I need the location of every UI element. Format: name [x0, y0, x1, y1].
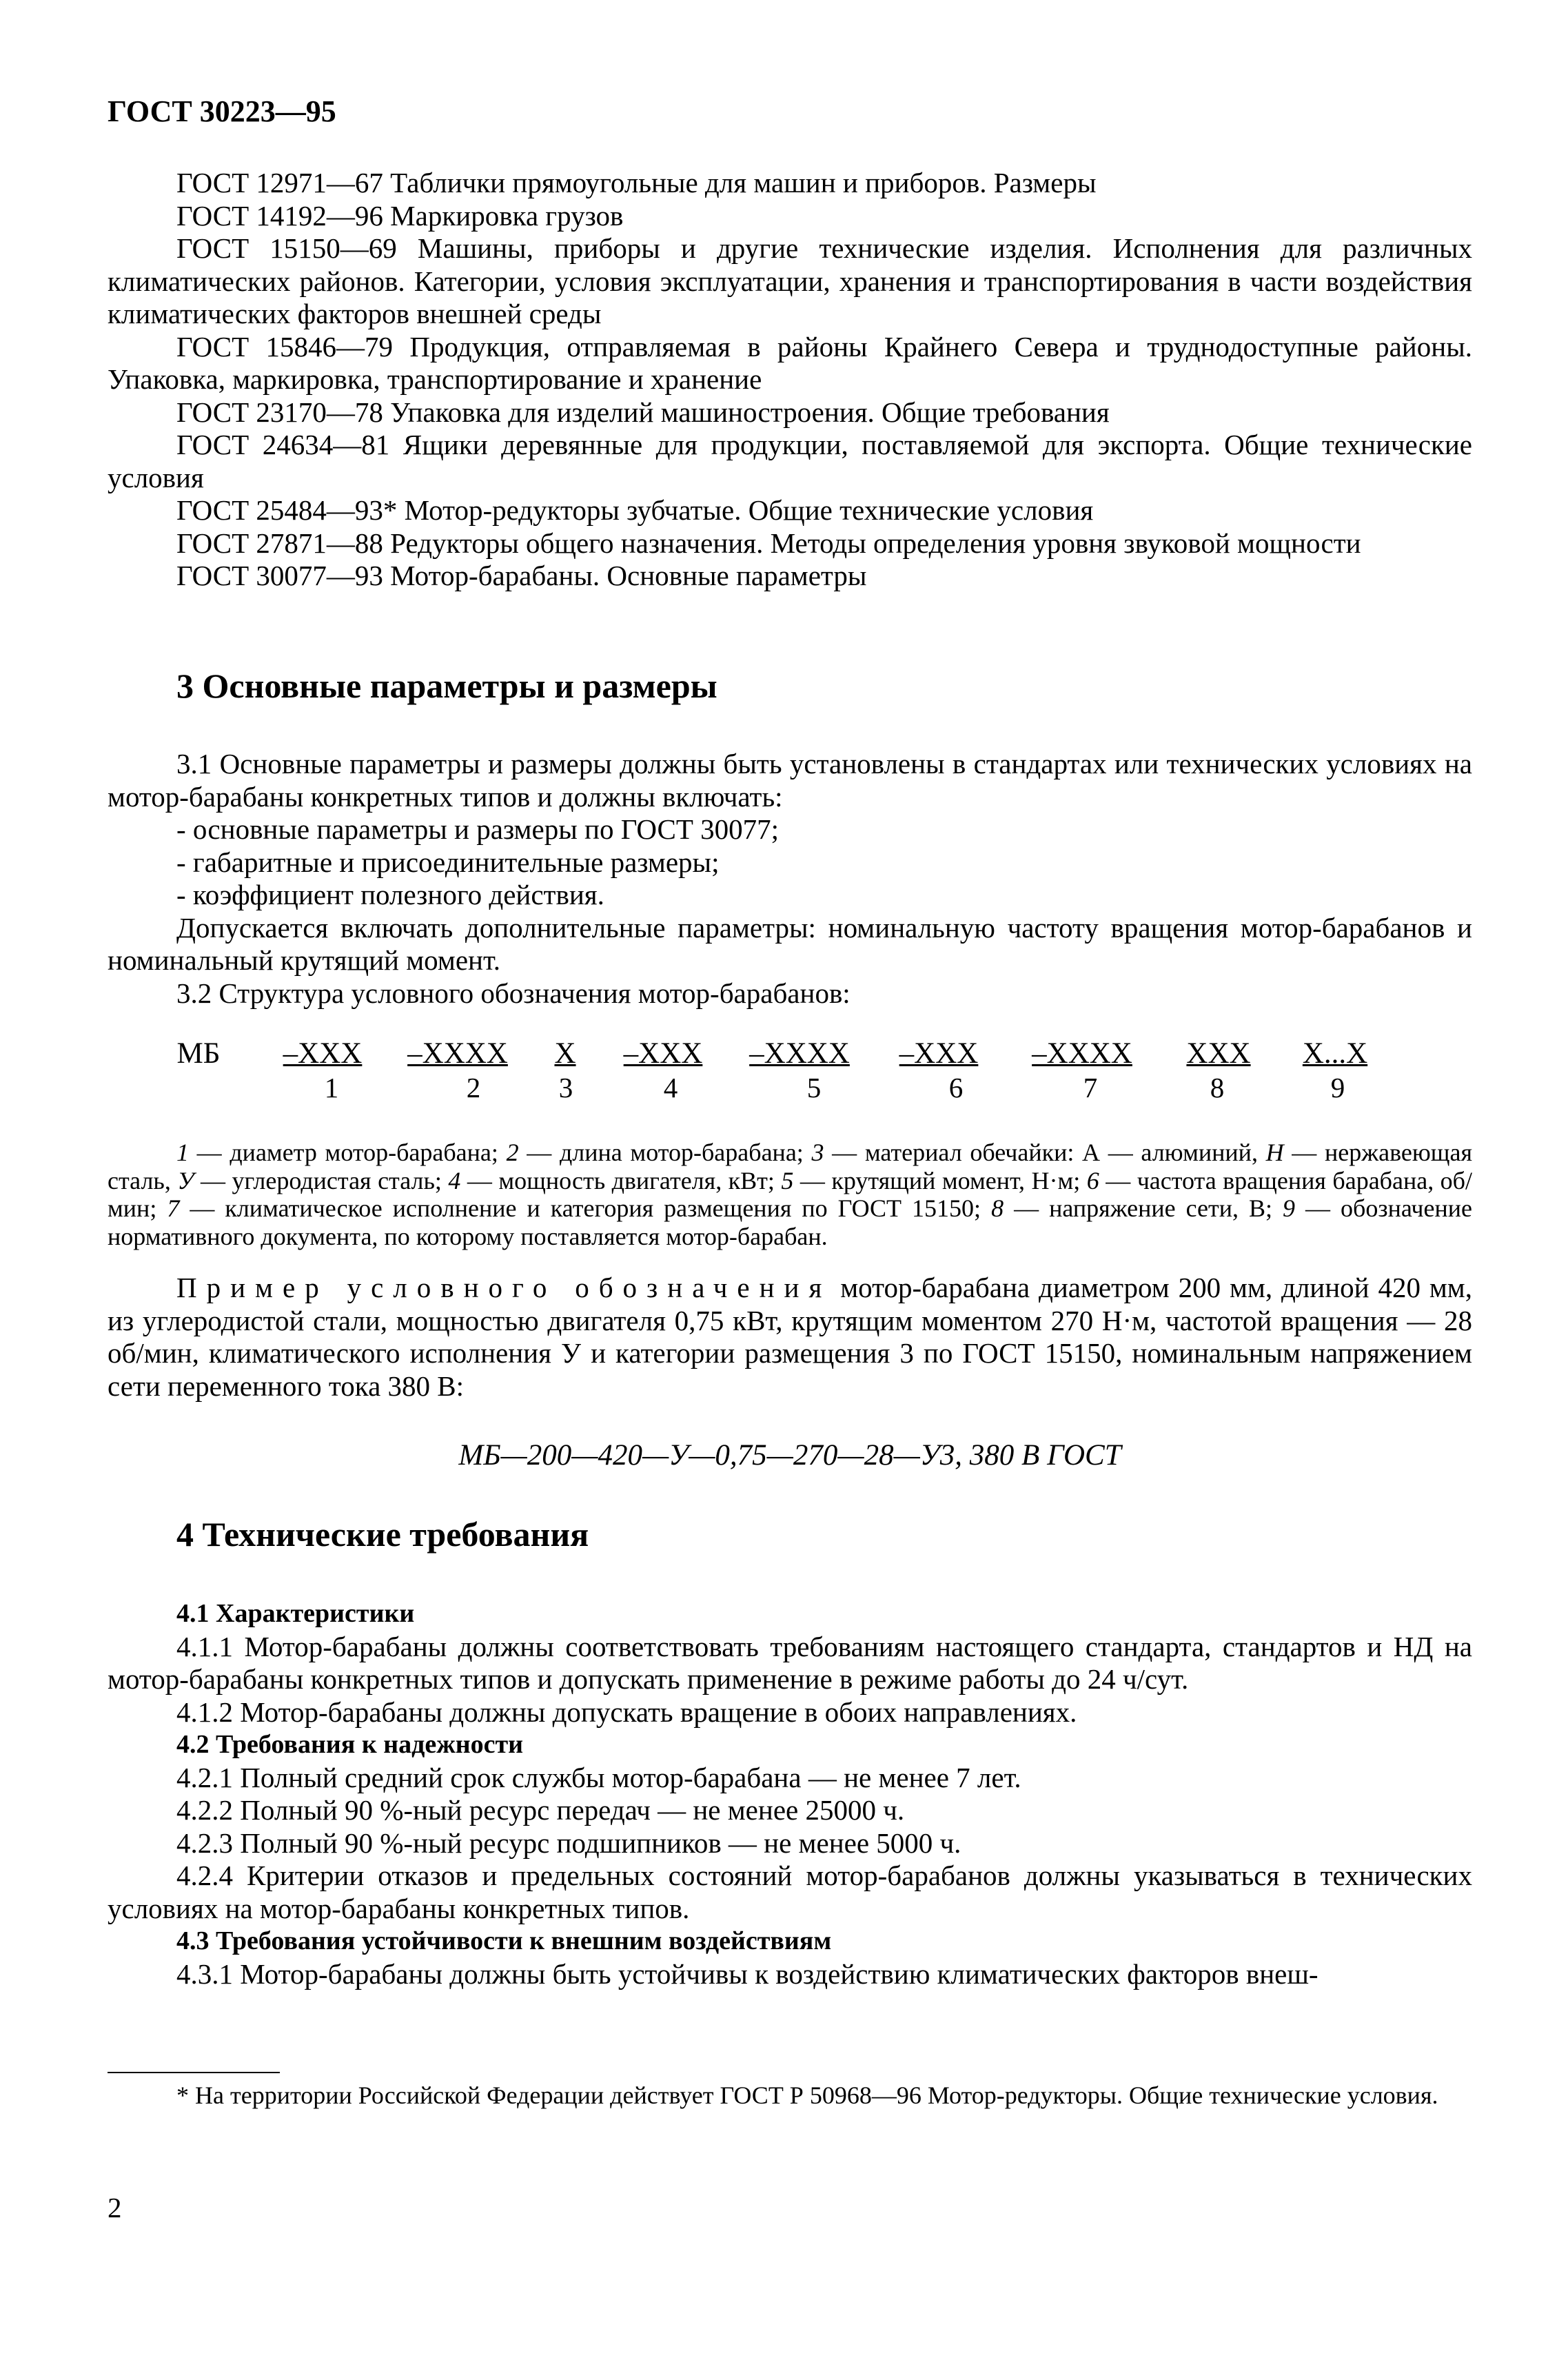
- legend-text: — материал обечайки: А — алюминий,: [824, 1139, 1266, 1166]
- section-4-heading: 4 Технические требования: [176, 1515, 589, 1554]
- reference-item: ГОСТ 12971—67 Таблички прямоугольные для машин и приборов. Размеры: [176, 167, 1097, 198]
- formula-part: XXX: [1186, 1037, 1251, 1070]
- section-4-body: [108, 1598, 1472, 1991]
- example-lead: Пример условного обозначения: [176, 1272, 832, 1303]
- legend-text: — углеродистая сталь;: [194, 1166, 449, 1194]
- reference-item: ГОСТ 30077—93 Мотор-барабаны. Основные параметры: [176, 560, 867, 591]
- designation-structure: [0, 1037, 1568, 1120]
- formula-number: 3: [558, 1072, 573, 1103]
- legend-key: 7: [167, 1194, 180, 1222]
- formula-number: 9: [1330, 1072, 1345, 1103]
- legend-text: — длина мотор-барабана;: [518, 1139, 812, 1166]
- formula-part: –XXX: [283, 1037, 363, 1070]
- reference-item: ГОСТ 27871—88 Редукторы общего назначения. Методы определения уровня звуковой мощности: [176, 527, 1361, 559]
- formula-prefix: МБ: [176, 1037, 221, 1070]
- reference-item: ГОСТ 15150—69 Машины, приборы и другие технические изделия. Исполнения для различных климатических районов. Категории, условия эксплуатации, хранения и транспортирования в части воздействия климатических факторов внешней среды: [108, 232, 1472, 329]
- paragraph: 4.3.1 Мотор-барабаны должны быть устойчивы к воздействию климатических факторов внеш-: [176, 1957, 1318, 1990]
- legend-key: 4: [448, 1166, 461, 1194]
- paragraph: 4.1.1 Мотор-барабаны должны соответствовать требованиям настоящего стандарта, стандартов и НД на мотор-барабаны конкретных типов и допускать применение в режиме работы до 24 ч/сут.: [108, 1630, 1472, 1695]
- reference-item: ГОСТ 23170—78 Упаковка для изделий машиностроения. Общие требования: [176, 396, 1110, 428]
- paragraph-extra: Допускается включать дополнительные параметры: номинальную частоту вращения мотор-барабанов и номинальный крутящий момент.: [108, 911, 1472, 976]
- subheading-4-3: 4.3 Требования устойчивости к внешним воздействиям: [176, 1926, 832, 1955]
- formula-part: –XXXX: [749, 1037, 850, 1070]
- formula-part: –XXX: [623, 1037, 703, 1070]
- subheading-4-2: 4.2 Требования к надежности: [176, 1730, 524, 1759]
- paragraph: 4.2.3 Полный 90 %-ный ресурс подшипников — не менее 5000 ч.: [176, 1826, 961, 1859]
- example-text: мотор-барабана диаметром 200 мм, длиной 420 мм, из углеродистой стали, мощностью двигателя 0,75 кВт, крутящим моментом 270 Н·м, частотой вращения — 28 об/мин, климатического исполнения У и категории размещения 3 по ГОСТ 15150, номинальным напряжением сети переменного тока 380 В:: [108, 1272, 1473, 1402]
- example-designation: МБ—200—420—У—0,75—270—28—У3, 380 В ГОСТ: [458, 1439, 1121, 1472]
- legend-key: 2: [506, 1139, 519, 1166]
- legend-text: — частота вращения барабана, об/мин;: [108, 1166, 1472, 1222]
- paragraph-3-2: 3.2 Структура условного обозначения мотор-барабанов:: [176, 977, 851, 1009]
- references-list: [108, 167, 1472, 593]
- legend-text: — нержавеющая сталь,: [108, 1139, 1473, 1194]
- reference-item: ГОСТ 24634—81 Ящики деревянные для продукции, поставляемой для экспорта. Общие технические условия: [108, 429, 1472, 493]
- formula-number: 8: [1210, 1072, 1225, 1103]
- legend-key: У: [177, 1166, 194, 1194]
- document-header: ГОСТ 30223—95: [108, 94, 336, 128]
- footnote-text: * На территории Российской Федерации действует ГОСТ Р 50968—96 Мотор-редукторы. Общие технические условия.: [176, 2081, 1438, 2109]
- designation-legend: [108, 1139, 1472, 1250]
- subheading-4-1: 4.1 Характеристики: [176, 1599, 415, 1628]
- paragraph-3-1: 3.1 Основные параметры и размеры должны быть установлены в стандартах или технических условиях на мотор-барабаны конкретных типов и должны включать:: [108, 748, 1472, 813]
- legend-key: 9: [1283, 1194, 1296, 1222]
- formula-number: 7: [1083, 1072, 1098, 1103]
- formula-part: –XXXX: [407, 1037, 508, 1070]
- list-item: - габаритные и присоединительные размеры;: [176, 846, 720, 878]
- legend-text: — диаметр мотор-барабана;: [189, 1139, 507, 1166]
- reference-item: ГОСТ 15846—79 Продукция, отправляемая в районы Крайнего Севера и труднодоступные районы. Упаковка, маркировка, транспортирование и хранение: [108, 330, 1472, 395]
- formula-number: 1: [324, 1072, 339, 1103]
- page-number: 2: [108, 2192, 122, 2223]
- legend-key: 1: [176, 1139, 189, 1166]
- legend-text: — обозначение нормативного документа, по которому поставляется мотор-барабан.: [108, 1194, 1472, 1250]
- formula-number: 6: [948, 1072, 964, 1103]
- legend-key: 8: [991, 1194, 1004, 1222]
- formula-part: X...X: [1302, 1037, 1368, 1070]
- legend-key: Н: [1265, 1139, 1284, 1166]
- formula-part: –XXX: [899, 1037, 979, 1070]
- paragraph: 4.2.1 Полный средний срок службы мотор-барабана — не менее 7 лет.: [176, 1761, 1021, 1793]
- legend-text: — напряжение сети, В;: [1004, 1194, 1283, 1222]
- formula-number: 4: [663, 1072, 678, 1103]
- legend-key: 3: [811, 1139, 824, 1166]
- section-3-body: [108, 748, 1472, 1010]
- formula-part: –XXXX: [1032, 1037, 1132, 1070]
- legend-text: — мощность двигателя, кВт;: [460, 1166, 782, 1194]
- list-item: - основные параметры и размеры по ГОСТ 30077;: [176, 813, 780, 845]
- formula-number: 2: [466, 1072, 481, 1103]
- legend-key: 6: [1086, 1166, 1099, 1194]
- legend-text: — крутящий момент, Н·м;: [793, 1166, 1087, 1194]
- paragraph: 4.2.2 Полный 90 %-ный ресурс передач — не менее 25000 ч.: [176, 1794, 905, 1826]
- reference-item: ГОСТ 25484—93* Мотор-редукторы зубчатые. Общие технические условия: [176, 494, 1094, 526]
- formula-part: X: [554, 1037, 576, 1070]
- footnote: [108, 2081, 1472, 2109]
- reference-item: ГОСТ 14192—96 Маркировка грузов: [176, 199, 624, 232]
- legend-text: — климатическое исполнение и категория размещения по ГОСТ 15150;: [179, 1194, 992, 1222]
- example-paragraph: [108, 1272, 1472, 1403]
- section-3-heading: 3 Основные параметры и размеры: [176, 666, 717, 705]
- formula-number: 5: [806, 1072, 822, 1103]
- paragraph: 4.1.2 Мотор-барабаны должны допускать вращение в обоих направлениях.: [176, 1696, 1077, 1728]
- legend-key: 5: [781, 1166, 794, 1194]
- list-item: - коэффициент полезного действия.: [176, 879, 604, 910]
- paragraph: 4.2.4 Критерии отказов и предельных состояний мотор-барабанов должны указываться в технических условиях на мотор-барабаны конкретных типов.: [108, 1860, 1472, 1924]
- footnote-divider: [108, 2072, 280, 2073]
